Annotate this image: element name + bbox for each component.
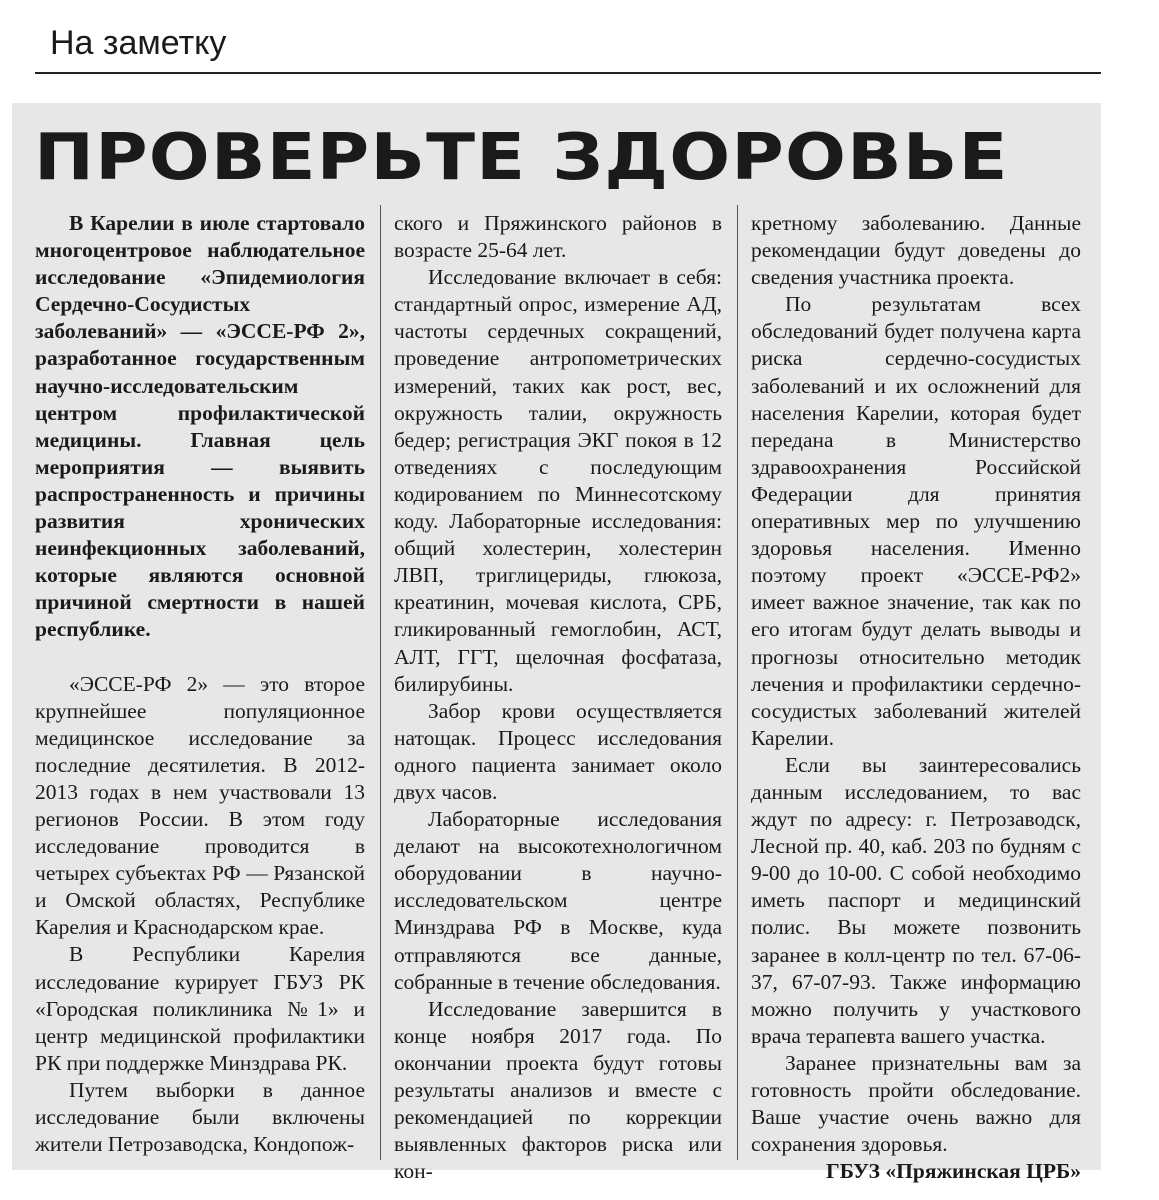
body-paragraph: По результатам всех обследований будет получена карта риска сердечно-сосудистых заболеваний и их осложнений для населения Карелии, которая будет передана в Министерство здравоохранения Российской Федерации для принятия оперативных мер по улучшению здоровья населения. Именно поэтому проект «ЭССЕ-РФ2» имеет важное значение, так как по его итогам будут делать выводы и прогнозы относительно методик лечения и профилактики сердечно-сосудистых заболеваний жителей Карелии.: [751, 292, 1081, 750]
body-paragraph: ского и Пряжинского районов в возрасте 25-64 лет.: [394, 211, 722, 263]
article-column-2: [394, 210, 722, 1185]
body-paragraph: Забор крови осуществляется натощак. Процесс исследования одного пациента занимает около двух часов.: [394, 698, 722, 804]
body-paragraph: В Республики Карелия исследование курирует ГБУЗ РК «Городская поликлиника №1» и центр медицинской профилактики РК при поддержке Минздрава РК.: [35, 942, 365, 1075]
rubric-divider: [35, 72, 1101, 74]
body-paragraph: Лабораторные исследования делают на высокотехнологичном оборудовании в научно-исследовательском центре Минздрава РФ в Москве, куда отправляются все данные, собранные в течение обследования.: [394, 807, 722, 994]
article-column-1: [35, 210, 365, 1158]
body-paragraph: Исследование включает в себя: стандартный опрос, измерение АД, частоты сердечных сокращений, проведение антропометрических измерений, таких как рост, вес, окружность талии, окружность бедер; регистрация ЭКГ покоя в 12 отведениях с последующим кодированием по Миннесотскому коду. Лабораторные исследования: общий холестерин, холестерин ЛВП, триглицериды, глюкоза, креатинин, мочевая кислота, СРБ, гликированный гемоглобин, АСТ, АЛТ, ГГТ, щелочная фосфатаза, билирубины.: [394, 265, 722, 696]
article-column-3: [751, 210, 1081, 1185]
rubric-title: На заметку: [50, 24, 227, 62]
lead-paragraph: В Карелии в июле стартовало многоцентровое наблюдательное исследование «Эпидемиология Сердечно-Сосудистых заболеваний» — «ЭССЕ-РФ 2», разработанное государственным научно-исследовательским центром профилактической медицины. Главная цель мероприятия — выявить распространенность и причины развития хронических неинфекционных заболеваний, которые являются основной причиной смертности в нашей республике.: [35, 211, 365, 642]
body-paragraph: «ЭССЕ-РФ 2» — это второе крупнейшее популяционное медицинское исследование за последние десятилетия. В 2012-2013 годах в нем участвовали 13 регионов России. В этом году исследование проводится в четырех субъектах РФ — Рязанской и Омской областях, Республике Карелия и Краснодарском крае.: [35, 671, 365, 940]
body-paragraph: Если вы заинтересовались данным исследованием, то вас ждут по адресу: г. Петрозаводск, Лесной пр. 40, каб. 203 по будням с 9-00 до 10-00. С собой необходимо иметь паспорт и медицинский полис. Вы можете позвонить заранее в колл-центр по тел. 67-06-37, 67-07-93. Также информацию можно получить у участкового врача терапевта вашего участка.: [751, 752, 1081, 1048]
column-divider: [380, 205, 381, 1160]
article-signature: ГБУЗ «Пряжинская ЦРБ»: [826, 1159, 1081, 1184]
article-headline: ПРОВЕРЬТЕ ЗДОРОВЬЕ: [34, 121, 1009, 195]
column-divider: [737, 205, 738, 1160]
body-paragraph: Заранее признательны вам за готовность пройти обследование. Ваше участие очень важно для сохранения здоровья.: [751, 1050, 1081, 1157]
body-paragraph: Исследование завершится в конце ноября 2017 года. По окончании проекта будут готовы результаты анализов и вместе с рекомендацией по коррекции выявленных факторов риска или кон-: [394, 996, 722, 1184]
body-paragraph: кретному заболеванию. Данные рекомендации будут доведены до сведения участника проекта.: [751, 211, 1081, 290]
body-paragraph: Путем выборки в данное исследование были включены жители Петрозаводска, Кондопож-: [35, 1077, 365, 1157]
